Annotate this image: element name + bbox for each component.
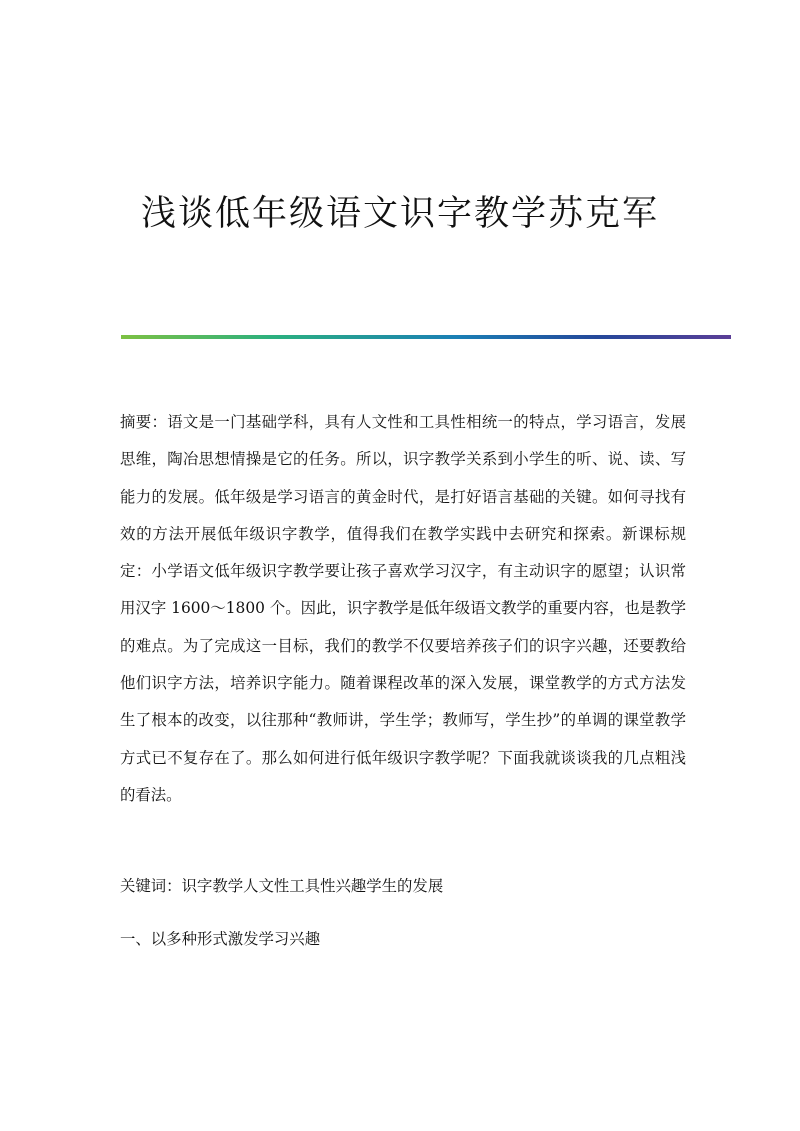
- keywords-line: 关键词：识字教学人文性工具性兴趣学生的发展: [120, 877, 444, 895]
- abstract-paragraph: 摘要：语文是一门基础学科，具有人文性和工具性相统一的特点，学习语言，发展思维，陶冶思想情操是它的任务。所以，识字教学关系到小学生的听、说、读、写能力的发展。低年级是学习语言的黄金时代，是打好语言基础的关键。如何寻找有效的方法开展低年级识字教学，值得我们在教学实践中去研究和探索。新课标规定：小学语文低年级识字教学要让孩子喜欢学习汉字，有主动识字的愿望；认识常用汉字 1600～1800 个。因此，识字教学是低年级语文教学的重要内容，也是教学的难点。为了完成这一目标，我们的教学不仅要培养孩子们的识字兴趣，还要教给他们识字方法，培养识字能力。随着课程改革的深入发展，课堂教学的方式方法发生了根本的改变，以往那种“教师讲，学生学；教师写，学生抄”的单调的课堂教学方式已不复存在了。那么如何进行低年级识字教学呢？下面我就谈谈我的几点粗浅的看法。: [120, 413, 686, 804]
- section-heading: 一、以多种形式激发学习兴趣: [120, 930, 321, 948]
- title-divider: [121, 335, 731, 339]
- document-title: 浅谈低年级语文识字教学苏克军: [140, 194, 659, 234]
